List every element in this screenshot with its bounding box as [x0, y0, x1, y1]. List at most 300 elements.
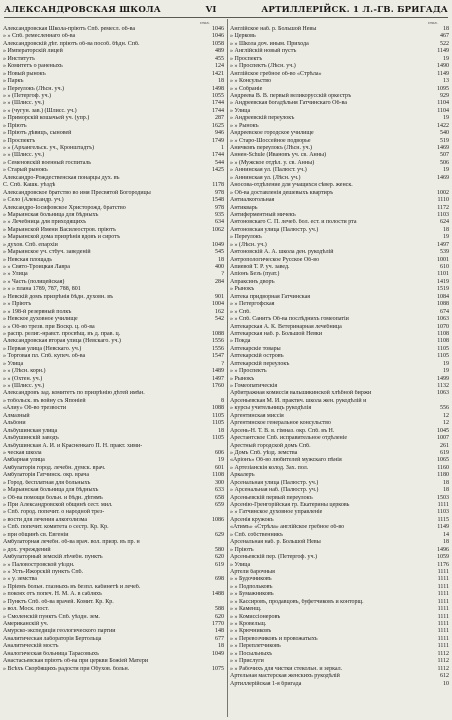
entry-title: Альбушинская улица — [3, 427, 58, 434]
index-entry — [3, 390, 224, 397]
entry-title: » » Крючниковъ — [230, 628, 272, 635]
entry-title: » Англійскій новый пустъ — [230, 48, 297, 55]
entry-column-number: 1101 — [437, 271, 449, 278]
entry-title: » » Проспектъ (Лѣсн. уч.) — [230, 63, 296, 70]
entry-column-number: 10 — [443, 680, 449, 687]
index-entry — [3, 234, 224, 241]
entry-column-number: 1104 — [437, 107, 449, 114]
index-entry — [230, 576, 449, 583]
entry-title: » Покда — [230, 338, 251, 345]
entry-title: » » (Лѣсн. корн.) — [3, 368, 46, 375]
index-entry — [3, 242, 224, 249]
entry-column-number: 1045 — [437, 427, 449, 434]
index-entry — [3, 376, 224, 383]
index-entry — [3, 190, 224, 197]
entry-column-number: 1084 — [437, 293, 449, 300]
entry-column-number: 1110 — [437, 197, 449, 204]
entry-column-number: 1111 — [437, 502, 449, 508]
entry-column-number: 1498 — [212, 85, 224, 92]
index-entry — [3, 539, 224, 546]
entry-column-number: 1111 — [437, 621, 449, 627]
entry-title: Аптекарскій островъ — [230, 353, 284, 360]
entry-column-number: 162 — [215, 308, 224, 315]
entry-title: Андреевское городское училище — [230, 130, 314, 137]
entry-title: » » Комиссіонеровъ — [230, 613, 281, 620]
index-entry — [3, 130, 224, 137]
index-entry — [3, 606, 224, 613]
index-entry — [230, 48, 449, 55]
entry-title: » Марьинская больница для бѣдныхъ — [3, 487, 99, 494]
entry-title: » Невское духовное училище — [3, 316, 78, 323]
entry-title: » » Консульство — [230, 78, 272, 85]
entry-title: Аргентинское генеральное консульство — [230, 420, 331, 427]
entry-title: » при общинѣ св. Евгеніи — [3, 531, 69, 538]
entry-title: Андреева В. В. первый великорусскій оркестръ — [230, 92, 352, 99]
entry-column-number: 300 — [215, 479, 224, 486]
index-entry — [3, 465, 224, 472]
index-entry — [3, 56, 224, 63]
index-entry — [230, 108, 449, 115]
entry-column-number: 18 — [218, 643, 224, 650]
entry-title: Арестантское Спб. исправительное отдѣленіе — [230, 435, 348, 442]
entry-title: » » Каменщ. — [230, 606, 262, 613]
entry-title: » распр. религ.-нравст. просвѣщ. въ д. прав. ц. — [3, 330, 121, 337]
entry-title: » Проспектъ — [230, 55, 263, 62]
entry-column-number: 19 — [443, 167, 449, 174]
entry-title: Арсенію-Гренгорійская гр. Екатерины церковь — [230, 502, 350, 508]
entry-column-number: 18 — [443, 479, 449, 486]
entry-column-number: ? — [221, 360, 224, 367]
entry-title: » Арсенальная наб. (Палюстр. уч.) — [230, 487, 319, 494]
index-entry — [230, 130, 449, 137]
entry-column-number: 12 — [443, 412, 449, 419]
index-entry — [230, 324, 449, 331]
index-entry — [3, 614, 224, 621]
entry-title: Арсеньевскій пер. (Петергоф. уч.) — [230, 554, 317, 561]
index-entry — [230, 145, 449, 152]
entry-column-number: 620 — [215, 554, 224, 561]
entry-title: » Улица — [230, 561, 251, 568]
index-entry — [3, 383, 224, 390]
entry-column-number: 1489 — [212, 368, 224, 375]
index-entry — [3, 123, 224, 130]
entry-column-number: 1105 — [437, 345, 449, 352]
index-entry — [230, 115, 449, 122]
entry-column-number: 1488 — [212, 591, 224, 598]
index-entry — [3, 205, 224, 212]
entry-column-number: 1058 — [212, 40, 224, 47]
index-entry — [3, 591, 224, 598]
index-entry — [230, 138, 449, 145]
index-entry — [230, 383, 449, 390]
index-entry — [3, 532, 224, 539]
entry-title: Аналитическая лабораторія Бертольца — [3, 635, 102, 642]
index-entry — [230, 234, 449, 241]
entry-title: Аносова-отдѣление для учащихся сѣвер. женск. — [230, 182, 353, 189]
entry-title: » Андреевскій переулокъ — [230, 115, 295, 122]
entry-column-number: 624 — [440, 219, 449, 226]
entry-title: » » Собраніе — [230, 85, 263, 92]
index-entry — [230, 517, 449, 524]
entry-column-number: 1055 — [212, 92, 224, 99]
entry-column-number: 1176 — [437, 561, 449, 568]
entry-title: С. Спб. Кашк. уѣздѣ — [3, 182, 56, 189]
entry-title: Александровское братство во имя Пресвятой Богородицы — [3, 189, 151, 196]
entry-column-number: 1172 — [437, 204, 449, 211]
index-entry — [3, 353, 224, 360]
index-entry — [230, 353, 449, 360]
entry-column-number: 1108 — [437, 338, 449, 345]
entry-title: » » (Архангельск. уч., Кронштадтъ) — [3, 145, 94, 151]
entry-column-number: 1744 — [212, 107, 224, 114]
entry-column-number: 455 — [215, 55, 224, 62]
entry-column-number: 1556 — [212, 338, 224, 345]
index-entry — [230, 33, 449, 40]
index-entry — [230, 78, 449, 85]
entry-title: » Домъ Спб. уѣзд. земства — [230, 449, 298, 456]
index-entry — [3, 309, 224, 316]
entry-title: » ческая школа — [3, 449, 42, 456]
entry-column-number: 19 — [443, 115, 449, 122]
entry-title: Англійское наб. р. Большой Невы — [230, 26, 317, 32]
entry-column-number: 287 — [215, 115, 224, 122]
entry-column-number: 698 — [215, 576, 224, 583]
index-entry — [230, 480, 449, 487]
entry-title: Александровъ зад. комитетъ по призрѣнію дѣтей имѣн. — [3, 390, 145, 397]
entry-title: » » Рабочихъ для чистки стекольн. и зеркал. — [230, 665, 343, 672]
entry-column-number: 1149 — [437, 48, 449, 55]
entry-column-number: 1519 — [437, 286, 449, 293]
entry-column-number: 1108 — [212, 472, 224, 479]
entry-title: Арестный городской домъ Спб. — [230, 442, 311, 449]
entry-column-number: 1760 — [212, 383, 224, 389]
entry-title: » Институтъ — [3, 55, 35, 62]
entry-column-number: 542 — [215, 316, 224, 323]
entry-title: » » (Шлисс. уч.) — [3, 100, 45, 107]
entry-column-number: 677 — [215, 635, 224, 642]
index-entry — [230, 249, 449, 256]
entry-column-number: 12 — [443, 420, 449, 427]
entry-title: » духов. Спб. епархіи — [3, 241, 58, 248]
entry-title: Аничковъ переулокъ (Лѣсн. уч.) — [230, 145, 313, 151]
entry-title: «Атимъ» «Стрѣла» англійское гребное об-во — [230, 524, 345, 531]
index-entry — [230, 175, 449, 182]
entry-title: » Улица — [230, 107, 251, 114]
entry-column-number: 1490 — [437, 63, 449, 70]
entry-title: » Комитетъ о раненыхъ — [3, 63, 63, 70]
entry-column-number: 629 — [215, 531, 224, 538]
entry-title: Антиалкогольная — [230, 197, 275, 204]
entry-column-number: 1104 — [437, 100, 449, 107]
index-entry — [230, 636, 449, 643]
entry-column-number: 1111 — [437, 598, 449, 605]
entry-title: » курсы учительницъ рукодѣлія — [230, 405, 312, 412]
entry-column-number: 1625 — [212, 122, 224, 129]
running-head-left: АЛЕКСАНДРОВСКАЯ ШКОЛА — [4, 5, 162, 15]
index-entry — [230, 681, 449, 688]
entry-column-number: 634 — [215, 219, 224, 226]
index-entry — [3, 100, 224, 107]
index-entry — [230, 390, 449, 397]
entry-column-number: 1111 — [437, 591, 449, 598]
entry-column-number: 610 — [440, 264, 449, 270]
entry-column-number: 1469 — [437, 174, 449, 181]
entry-column-number: 18 — [218, 427, 224, 434]
entry-title: » » Бумажниковъ — [230, 591, 274, 598]
entry-column-number: 1111 — [437, 635, 449, 642]
entry-title: » Всѣхъ Скорбящихъ радости при Обухов. больн. — [3, 665, 130, 672]
entry-title: Альбони — [3, 420, 26, 427]
index-entry — [3, 197, 224, 204]
index-entry — [230, 190, 449, 197]
entry-title: » Невская площадь — [3, 256, 52, 263]
entry-title: » покоях отъ попеч. Н. М. А. в сабляхъ — [3, 591, 102, 598]
index-entry — [3, 160, 224, 167]
entry-title: » Первая улица (Невскаго. уч.) — [3, 345, 82, 352]
index-entry — [230, 294, 449, 301]
index-entry — [3, 398, 224, 405]
index-entry — [3, 472, 224, 479]
entry-title: » Проспектъ — [3, 137, 36, 144]
entry-column-number: 1744 — [212, 152, 224, 159]
entry-column-number: 467 — [440, 33, 449, 40]
entry-title: Англійское гребное об-во «Стрѣла» — [230, 70, 322, 77]
index-entry — [230, 443, 449, 450]
index-entry — [230, 361, 449, 368]
entry-column-number: 1088 — [437, 301, 449, 308]
entry-title: » » (Мужское отдѣл. у. св. Анны) — [230, 159, 315, 166]
index-entry — [3, 450, 224, 457]
entry-title: » Аннинская ул. (Лѣсн. уч.) — [230, 174, 301, 181]
entry-title: » Спб. собственникъ — [230, 531, 283, 538]
entry-column-number: 1 — [221, 145, 224, 151]
index-entry — [230, 63, 449, 70]
entry-column-number: 633 — [215, 487, 224, 494]
index-entry — [230, 227, 449, 234]
index-entry — [3, 212, 224, 219]
entry-column-number: 1111 — [437, 613, 449, 620]
entry-title: » Рынокъ — [230, 375, 255, 382]
entry-title: Арсенальная наб. р. Большой Невы — [230, 539, 321, 546]
entry-title: » » Прислуги — [230, 658, 264, 665]
entry-column-number: 1160 — [437, 464, 449, 471]
entry-column-number: 1547 — [212, 353, 224, 360]
entry-column-number: 620 — [215, 613, 224, 620]
entry-column-number: 1063 — [437, 316, 449, 323]
entry-column-number: 1496 — [437, 546, 449, 553]
entry-title: » » Кассировъ, продавцовъ, буфетчиковъ и конторщ. — [230, 598, 364, 605]
index-entry — [230, 123, 449, 130]
entry-column-number: 1105 — [212, 412, 224, 419]
entry-title: » » (Петергоф. уч.) — [3, 92, 51, 99]
index-entry — [230, 279, 449, 286]
index-entry — [230, 435, 449, 442]
entry-title: » » (чугун. зав.) (Шлисс. уч.) — [3, 107, 77, 114]
entry-column-number: 19 — [443, 234, 449, 241]
entry-title: » » Петергофская — [230, 301, 275, 308]
index-entry — [230, 569, 449, 576]
entry-title: » » (Шлисс. уч.) — [3, 383, 45, 389]
index-entry — [3, 517, 224, 524]
index-entry — [230, 554, 449, 561]
index-entry — [3, 279, 224, 286]
entry-title: » Спб. попечит. комитета о сестр. Кр. Кр. — [3, 524, 109, 531]
entry-title: Аптекарская А. К. Ветеринарная лечебница — [230, 323, 342, 330]
entry-column-number: 978 — [215, 204, 224, 211]
index-entry — [230, 71, 449, 78]
index-entry — [230, 621, 449, 628]
index-entry — [230, 26, 449, 33]
index-entry — [3, 361, 224, 368]
entry-column-number: 544 — [215, 159, 224, 166]
entry-title: » » Гатчинское духовное управленіе — [230, 509, 323, 516]
index-entry — [230, 376, 449, 383]
entry-column-number: 612 — [440, 673, 449, 680]
index-entry — [3, 584, 224, 591]
entry-column-number: 1095 — [437, 85, 449, 92]
entry-column-number: 1548 — [212, 197, 224, 204]
entry-title: Александровская Школа-пріютъ Спб. ремесл. об-ва — [3, 26, 136, 32]
entry-title: » » Усть-Ижорскій пунктъ Спб. — [3, 568, 84, 575]
entry-column-number: 1111 — [437, 628, 449, 635]
entry-title: » » Школа доч. иным. Прихода — [230, 40, 309, 47]
index-entry — [3, 271, 224, 278]
index-entry — [3, 576, 224, 583]
index-entry — [3, 338, 224, 345]
entry-column-number: 1112 — [437, 658, 449, 665]
index-entry — [3, 658, 224, 665]
index-entry — [3, 219, 224, 226]
entry-column-number: 1001 — [437, 256, 449, 263]
entry-column-number: 1086 — [212, 516, 224, 523]
index-entry — [3, 554, 224, 561]
index-entry — [3, 480, 224, 487]
page-header — [4, 3, 448, 18]
entry-title: » » (Лѣсн. уч.) — [230, 241, 267, 248]
entry-title: » » Спб. — [230, 308, 251, 315]
index-entry — [230, 457, 449, 464]
entry-column-number: 901 — [215, 293, 224, 300]
entry-title: » » у. земства — [3, 576, 37, 583]
entry-column-number: 1111 — [437, 606, 449, 613]
entry-column-number: ? — [221, 271, 224, 278]
entry-column-number: 18 — [218, 256, 224, 263]
entry-column-number: 1105 — [437, 353, 449, 360]
index-entry — [230, 41, 449, 48]
entry-column-number: 580 — [215, 546, 224, 553]
entry-column-number: 18 — [443, 487, 449, 494]
index-entry — [3, 502, 224, 509]
entry-column-number: 606 — [215, 449, 224, 456]
index-entry — [3, 249, 224, 256]
entry-title: » Артезіанскія колод. Зах. пол. — [230, 464, 309, 471]
entry-title: » Пріемъ больн. глазныхъ въ безпл. кабинетѣ и лечеб. — [3, 583, 141, 590]
entry-column-number: 1075 — [212, 665, 224, 672]
entry-column-number: 978 — [215, 189, 224, 196]
index-entry — [3, 487, 224, 494]
index-entry — [3, 324, 224, 331]
index-entry — [230, 398, 449, 405]
entry-title: » » Лечебница для приходящихъ — [3, 219, 86, 226]
entry-title: Артели барочныя — [230, 568, 275, 575]
index-entry — [230, 93, 449, 100]
entry-title: » дох. учреждений — [3, 546, 51, 553]
entry-title: » Пріютъ — [230, 546, 254, 553]
entry-title: » » (Шлисс. уч.) — [3, 152, 45, 159]
entry-column-number: 1770 — [212, 621, 224, 627]
index-entry — [3, 651, 224, 658]
index-entry — [3, 346, 224, 353]
index-entry — [3, 86, 224, 93]
entry-column-number: 619 — [440, 449, 449, 456]
index-entry — [3, 41, 224, 48]
index-entry — [3, 138, 224, 145]
entry-title: » Об-ва помощи больн. и бѣдн. дѣтямъ — [3, 494, 103, 501]
entry-column-number: 1111 — [437, 643, 449, 650]
index-entry — [230, 450, 449, 457]
index-entry — [3, 547, 224, 554]
entry-title: » Торговая пл. Спб. купеч. об-ва — [3, 353, 86, 360]
index-entry — [230, 495, 449, 502]
entry-title: Амурско-экспедиціи геологического партии — [3, 628, 116, 635]
entry-title: Альбушинскій заводъ — [3, 435, 59, 442]
entry-title: » » Проспектъ — [230, 368, 267, 375]
entry-title: Аргентинская миссія — [230, 412, 284, 419]
entry-title: » Пунктъ Спб. об-ва врачей. Комит. Кр. Кр. — [3, 598, 114, 605]
entry-column-number: 601 — [215, 464, 224, 471]
entry-column-number: 1111 — [437, 576, 449, 583]
index-entry — [230, 301, 449, 308]
index-entry — [3, 524, 224, 531]
entry-column-number: 1049 — [212, 241, 224, 248]
entry-title: Амбулаторія Гатчинск. окр. врача — [3, 472, 89, 479]
index-entry — [230, 487, 449, 494]
index-entry — [3, 413, 224, 420]
entry-title: Аптекарская наб. р. Большой Невки — [230, 330, 323, 337]
entry-column-number: 1046 — [212, 26, 224, 32]
entry-title: Арсеньевскій первый переулокъ — [230, 494, 313, 501]
entry-column-number: 400 — [215, 264, 224, 270]
entry-column-number: 1105 — [212, 420, 224, 427]
entry-column-number: 18 — [218, 78, 224, 85]
entry-title: » Гомеопатическія — [230, 383, 278, 389]
entry-title: Арсенальная улица (Палюстр. уч.) — [230, 479, 319, 486]
entry-column-number: 1111 — [437, 583, 449, 590]
entry-title: » » Переплетчиковъ — [230, 643, 281, 650]
entry-column-number: 1062 — [212, 226, 224, 233]
entry-title: » Невскій домъ призрѣнія бѣдн. духовн. въ — [3, 293, 114, 300]
entry-title: Амбарная улица — [3, 457, 45, 464]
index-entry — [230, 405, 449, 412]
entry-title: » » Паловостровской уѣздн. — [3, 561, 75, 568]
index-entry — [230, 197, 449, 204]
entry-column-number: 1425 — [212, 167, 224, 174]
entry-column-number: 935 — [215, 211, 224, 218]
entry-column-number: 148 — [215, 628, 224, 635]
index-entry — [230, 309, 449, 316]
index-entry — [3, 264, 224, 271]
entry-column-number: 674 — [440, 308, 449, 315]
entry-column-number: 19 — [443, 55, 449, 62]
entry-title: Александровская вторая улица (Невскаго. уч.) — [3, 338, 121, 345]
entry-column-number: 1499 — [437, 375, 449, 382]
entry-title: Артельная мастерская женскихъ рукодѣлій — [230, 673, 340, 680]
entry-title: » » Будочниковъ — [230, 576, 272, 583]
entry-title: » Улица — [3, 360, 24, 367]
index-entry — [3, 152, 224, 159]
entry-title: Аптека придворная Гатчинская — [230, 293, 311, 300]
entry-title: Анастасьевская пріютъ об-ва при церкви Божіей Матери — [3, 658, 149, 665]
